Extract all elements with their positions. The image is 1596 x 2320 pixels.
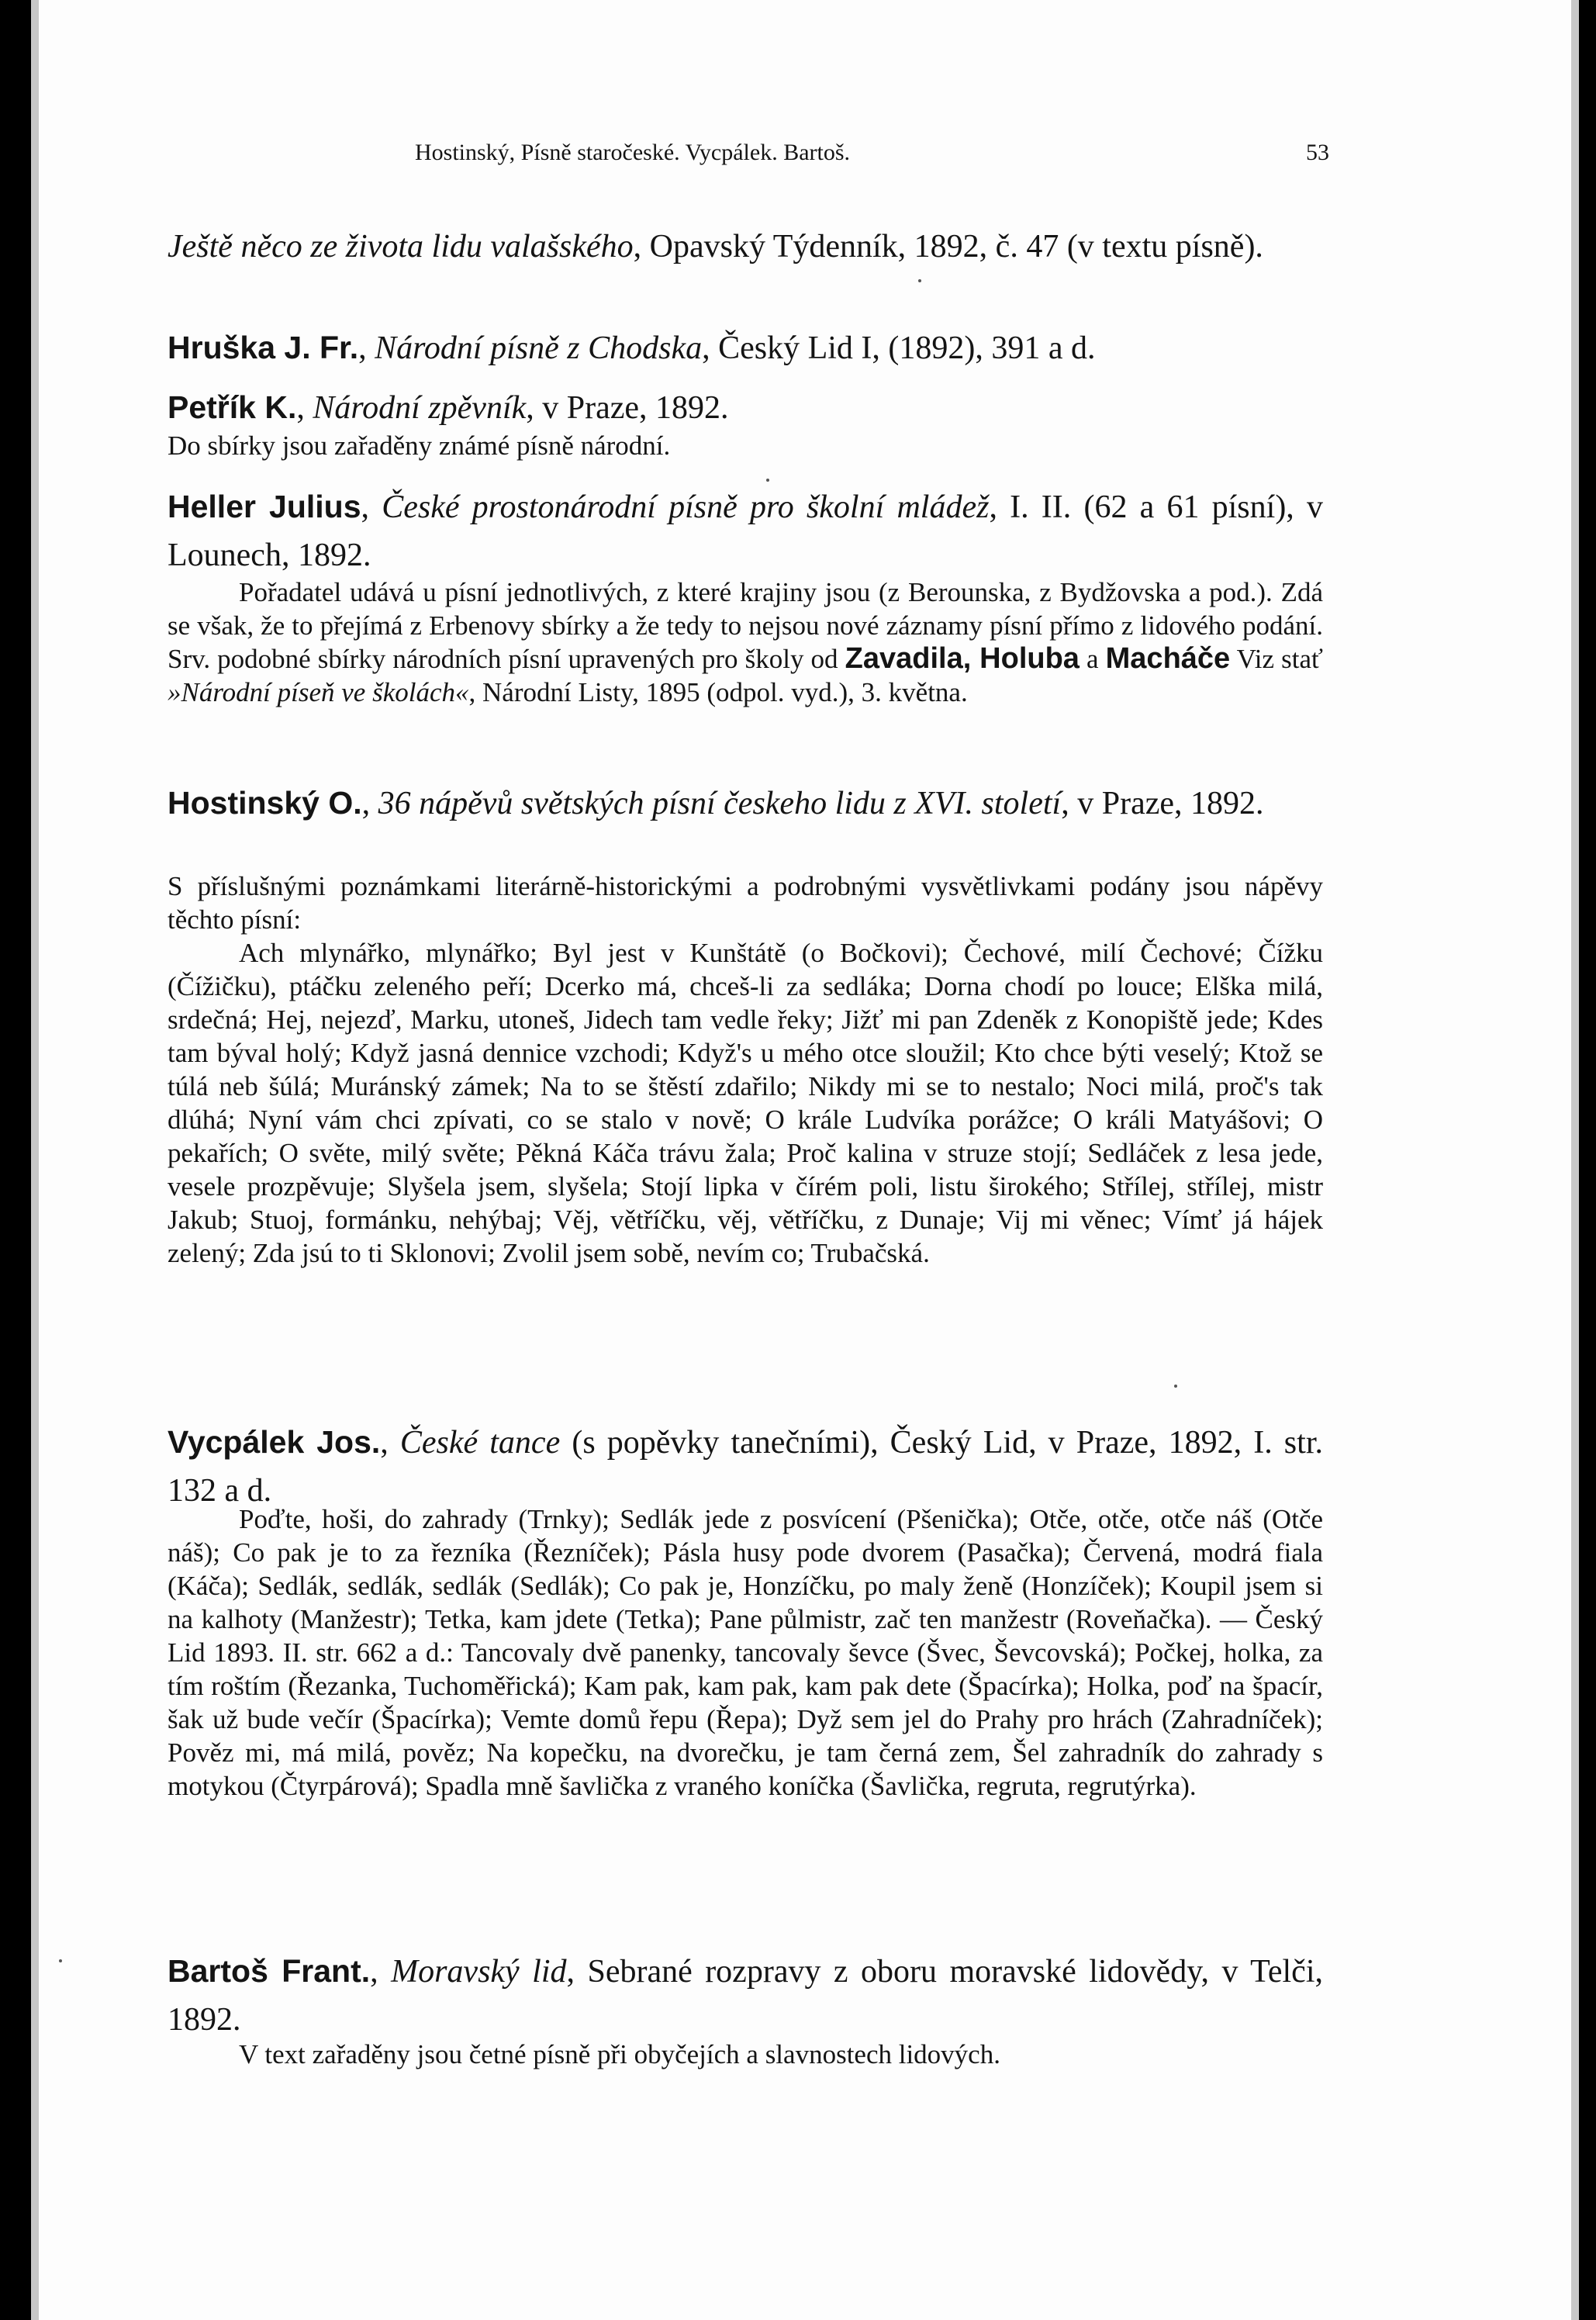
entry-title: České tance: [399, 1425, 561, 1461]
song-list: Ach mlynářko, mlynářko; Byl jest v Kunštátě (o Bočkovi); Čechové, milí Čechové; Čížku (Čížičku), ptáčku zeleného peří; Dcerko má, chceš-li za sedláka; Dorna chodí po louce; Elška milá, srdečná; Hej, nejezď, Marku, utoneš, Jidech tam vedle řeky; Jižť mi pan Zdeněk z Konopiště jede; Kdes tam býval holý; Když jasná dennice vzchodi; Když's u mého otce sloužil; Kto chce býti veselý; Ktož se túlá neb šúlá; Muránský zámek; Na to se štěstí zdařilo; Nikdy mi se to nestalo; Noci milá, proč's tak dlúhá; Nyní vám chci zpívati, co se stalo v nově; O krále Ludvíka porážce; O králi Matyášovi; O pekařích; O světe, milý světe; Pěkná Káča trávu žala; Proč kalina v struze stojí; Sedláček z lesa jede, vesele prozpěvuje; Slyšela jsem, slyšela; Stojí lipka v čírém poli, listu širokého; Střílej, střílej, mistr Jakub; Stuoj, formánku, nehýbaj; Věj, větříčku, věj, větříčku, z Dunaje; Vij mi věnec; Vímť já hájek zelený; Zda jsú to ti Sklonovi; Zvolil jsem sobě, nevím co; Trubačská.: [168, 938, 1323, 1268]
entry-intro: S příslušnými poznámkami literárně-historickými a podrobnými vysvětlivkami podány jsou nápěvy těchto písní:: [168, 871, 1323, 935]
entry-title: Národní zpěvník: [313, 390, 527, 426]
entry-heller: Heller Julius, České prostonárodní písně pro školní mládež, I. II. (62 a 61 písní), v Lounech, 1892.: [168, 489, 1323, 573]
entry-details: (s popěvky tanečními), Český Lid, v Praze, 1892, I. str. 132 a d.: [168, 1425, 1323, 1509]
entry-author: Heller Julius: [168, 489, 361, 524]
entry-details: , Opavský Týdenník, 1892, č. 47 (v textu písně).: [633, 229, 1263, 265]
note-names: Zavadila, Holuba: [845, 642, 1080, 675]
entry-note: Do sbírky jsou zařaděny známé písně národní.: [168, 430, 671, 461]
scan-speck: [766, 479, 769, 482]
scan-speck: [1174, 1385, 1177, 1388]
page-right-edge: [1571, 0, 1579, 2320]
note-name: Macháče: [1105, 642, 1231, 675]
note-text: , Národní Listy, 1895 (odpol. vyd.), 3. května.: [468, 677, 968, 707]
page-number: 53: [1306, 140, 1329, 165]
entry-petrik: Petřík K., Národní zpěvník, v Praze, 1892.: [168, 389, 729, 426]
entry-details: , I. II. (62 a 61 písní), v Lounech, 1892.: [168, 489, 1323, 573]
entry-title: Moravský lid: [391, 1954, 567, 1990]
entry-author: Petřík K.: [168, 389, 297, 425]
entry-jeste: [168, 223, 1323, 271]
entry-author: Hruška J. Fr.: [168, 330, 359, 365]
entry-hruska: Hruška J. Fr., Národní písně z Chodska, Český Lid I, (1892), 391 a d.: [168, 330, 1096, 366]
entry-author: Bartoš Frant.: [168, 1953, 371, 1989]
note-text: Pořadatel udává u písní jednotlivých, z které krajiny jsou (z Berounska, z Bydžovska a pod.). Zdá se však, že to přejímá z Erbenovy sbírky a že tedy to nejsou nové záznamy písní přímo z lidového podání. Srv. podobné sbírky národních písní upravených pro školy od: [168, 577, 1323, 674]
entry-title: 36 nápěvů světských písní českeho lidu z XVI. století: [378, 786, 1062, 821]
entry-bartos: Bartoš Frant., Moravský lid, Sebrané rozpravy z oboru moravské lidovědy, v Telči, 1892.: [168, 1953, 1323, 2038]
entry-title: Ještě něco ze života lidu valašského: [168, 229, 634, 265]
note-text: Viz stať: [1230, 644, 1323, 674]
page-left-edge: [31, 0, 39, 2320]
entry-note: [168, 576, 1323, 709]
entry-details: , v Praze, 1892.: [1061, 786, 1264, 821]
entry-details: , v Praze, 1892.: [526, 390, 729, 426]
scan-speck: [59, 1959, 62, 1962]
entry-author: Hostinský O.: [168, 785, 362, 821]
running-head: Hostinský, Písně staročeské. Vycpálek. Bartoš.: [415, 140, 851, 165]
entry-author: Vycpálek Jos.: [168, 1424, 381, 1460]
page: [31, 0, 1579, 2320]
entry-details: , Sebrané rozpravy z oboru moravské lidovědy, v Telči, 1892.: [168, 1954, 1323, 2038]
entry-note: V text zařaděny jsou četné písně při obyčejích a slavnostech lidových.: [239, 2039, 1000, 2069]
note-quote: »Národní píseň ve školách«: [168, 677, 469, 707]
entry-title: České prostonárodní písně pro školní mládež: [382, 489, 990, 525]
entry-title: Národní písně z Chodska: [375, 330, 703, 366]
note-text: a: [1079, 644, 1106, 674]
entry-details: , Český Lid I, (1892), 391 a d.: [702, 330, 1096, 366]
entry-vycpalek: Vycpálek Jos., České tance (s popěvky tanečními), Český Lid, v Praze, 1892, I. str. 132 a d.: [168, 1424, 1323, 1509]
entry-hostinsky: Hostinský O., 36 nápěvů světských písní českeho lidu z XVI. století, v Praze, 1892.: [168, 785, 1264, 821]
scan-speck: [918, 279, 921, 282]
song-list: Poďte, hoši, do zahrady (Trnky); Sedlák jede z posvícení (Pšenička); Otče, otče, otče náš (Otče náš); Co pak je to za řezníka (Řezníček); Pásla husy pode dvorem (Pasačka); Červená, modrá fiala (Káča); Sedlák, sedlák, sedlák (Sedlák); Co pak je, Honzíčku, po maly ženě (Honzíček); Koupil jsem si na kalhoty (Manžestr); Tetka, kam jdete (Tetka); Pane půlmistr, zač ten manžestr (Roveňačka). — Český Lid 1893. II. str. 662 a d.: Tancovaly dvě panenky, tancovaly ševce (Švec, Ševcovská); Počkej, holka, za tím roštím (Řezanka, Tuchoměřická); Kam pak, kam pak, kam pak dete (Špacírka); Holka, poď na špacír, šak už bude večír (Špacírka); Vemte domů řepu (Řepa); Dyž sem jel do Prahy pro hrách (Zahradníček); Pověz mi, má milá, pověz; Na kopečku, na dvorečku, je tam černá zem, Šel zahradník do zahrady s motykou (Čtyrpárová); Spadla mně šavlička z vraného koníčka (Šavlička, regruta, regrutýrka).: [168, 1504, 1323, 1801]
